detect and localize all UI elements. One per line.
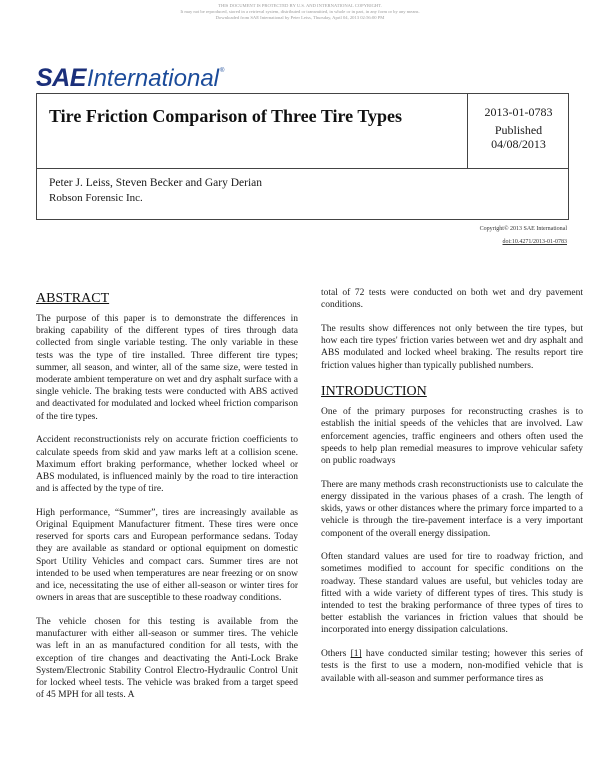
abstract-paragraph-1: The purpose of this paper is to demonstrate the differences in braking capability of the different types of tires through data collected from single variable testing. The only variable in these tests was the type of tire installed. Three different tire types; summer, all season, and winter, all of the same size, were tested in moderate ambient temperature on wet and dry asphalt surface with a single vehicle. The braking tests were conducted with ABS actived and deactivated for modulated and locked wheel friction comparison of the tire types. xyxy=(36,314,298,422)
authors-box xyxy=(36,167,569,220)
paper-meta xyxy=(469,105,568,151)
introduction-paragraph-2: There are many methods crash reconstructionists use to calculate the energy dissipated in the various phases of a crash. The length of skids, yaws or other distances where the primary force imparted to a vehicle is through the tire-pavement interface is a very important component of the overall energy dissipation. xyxy=(321,479,583,539)
paper-number: 2013-01-0783 xyxy=(484,105,553,119)
authors: Peter J. Leiss, Steven Becker and Gary Derian xyxy=(49,177,262,189)
published-date: 04/08/2013 xyxy=(491,137,546,151)
title-box xyxy=(36,93,569,169)
introduction-paragraph-1: One of the primary purposes for reconstructing crashes is to establish the initial speeds of the vehicles that are involved. Law enforcement agencies, traffic engineers and others often used the speeds to help plan remedial measures to improve vehicular safety on public roadways xyxy=(321,407,583,467)
abstract-paragraph-5: The results show differences not only between the tire types, but how each tire types' friction varies between wet and dry asphalt and ABS modulated and locked wheel braking. The results report tire friction values higher than typically published numbers. xyxy=(321,323,583,371)
abstract-heading: ABSTRACT xyxy=(36,291,110,306)
logo-registered-mark: ® xyxy=(220,68,225,74)
abstract-paragraph-2: Accident reconstructionists rely on accurate friction coefficients to calculate speeds from skid and yaw marks left at a collision scene. Maximum effort braking performance, whether locked wheel or ABS modulated, is influenced mainly by the road to tire interaction and is affected by the type of tire. xyxy=(36,435,298,495)
watermark-line-1: THIS DOCUMENT IS PROTECTED BY U.S. AND INTERNATIONAL COPYRIGHT. xyxy=(218,3,382,8)
introduction-paragraph-4: Others [1] have conducted similar testing; however this series of tests is the first to use a modern, non-modified vehicle that is available with all-season and summer performance tires as xyxy=(321,649,584,684)
abstract-paragraph-4: The vehicle chosen for this testing is available from the manufacturer with either all-season or summer tires. The vehicle was left in an as manufactured condition for all tests, with the exception of tire changes and deactivating the Anti-Lock Brake System/Electronic Stability Control Electro-Hydraulic Control Unit for locked wheel tests. The vehicle was braked from a target speed of 45 MPH for all tests. A xyxy=(36,616,298,701)
abstract-paragraph-4-continued: total of 72 tests were conducted on both wet and dry pavement conditions. xyxy=(321,288,583,311)
copyright-watermark xyxy=(0,3,600,21)
left-column xyxy=(36,290,298,713)
paper-title: Tire Friction Comparison of Three Tire Types xyxy=(49,106,403,126)
introduction-heading: INTRODUCTION xyxy=(321,384,427,400)
copyright-notice: Copyright© 2013 SAE International xyxy=(479,226,567,232)
title-divider xyxy=(467,94,468,168)
published-label: Published xyxy=(494,123,543,137)
sae-international-logo xyxy=(36,64,224,90)
abstract-paragraph-3: High performance, “Summer”, tires are increasingly available as Original Equipment Manufacturer fitment. These tires were once reserved for sports cars and European performance sedans. Today they are available as standard or optional equipment on domestic Sport Utility Vehicles and compact cars. Summer tires are not intended to be used when temperatures are near freezing or on snow and ice, necessitating the use of either all-season or winter tires for owners in areas that are susceptible to these roadway conditions. xyxy=(36,507,298,604)
logo-international-text: International xyxy=(86,65,219,92)
reference-link-1[interactable]: [1] xyxy=(350,649,362,660)
introduction-paragraph-3: Often standard values are used for tire to roadway friction, and sometimes modified to account for specific conditions on the roadway. These standard values are useful, but vehicles today are fitted with a wide variety of different types of tires. This study is intended to test the braking performance of three types of tires to better establish the variances in friction values that should be incorporated into energy dissipation calculations. xyxy=(321,552,583,636)
affiliation: Robson Forensic Inc. xyxy=(49,192,143,204)
watermark-line-2: It may not be reproduced, stored in a retrieval system, distributed or transmitted, in whole or in part, in any form or by any means. xyxy=(180,9,420,14)
right-column xyxy=(321,287,583,696)
watermark-line-3: Downloaded from SAE International by Peter Leiss, Thursday, April 04, 2013 02:56:00 PM xyxy=(215,15,385,20)
copyright-block xyxy=(480,223,567,249)
logo-sae-text: SAE xyxy=(36,64,86,92)
doi-link[interactable]: doi:10.4271/2013-01-0783 xyxy=(502,239,567,245)
